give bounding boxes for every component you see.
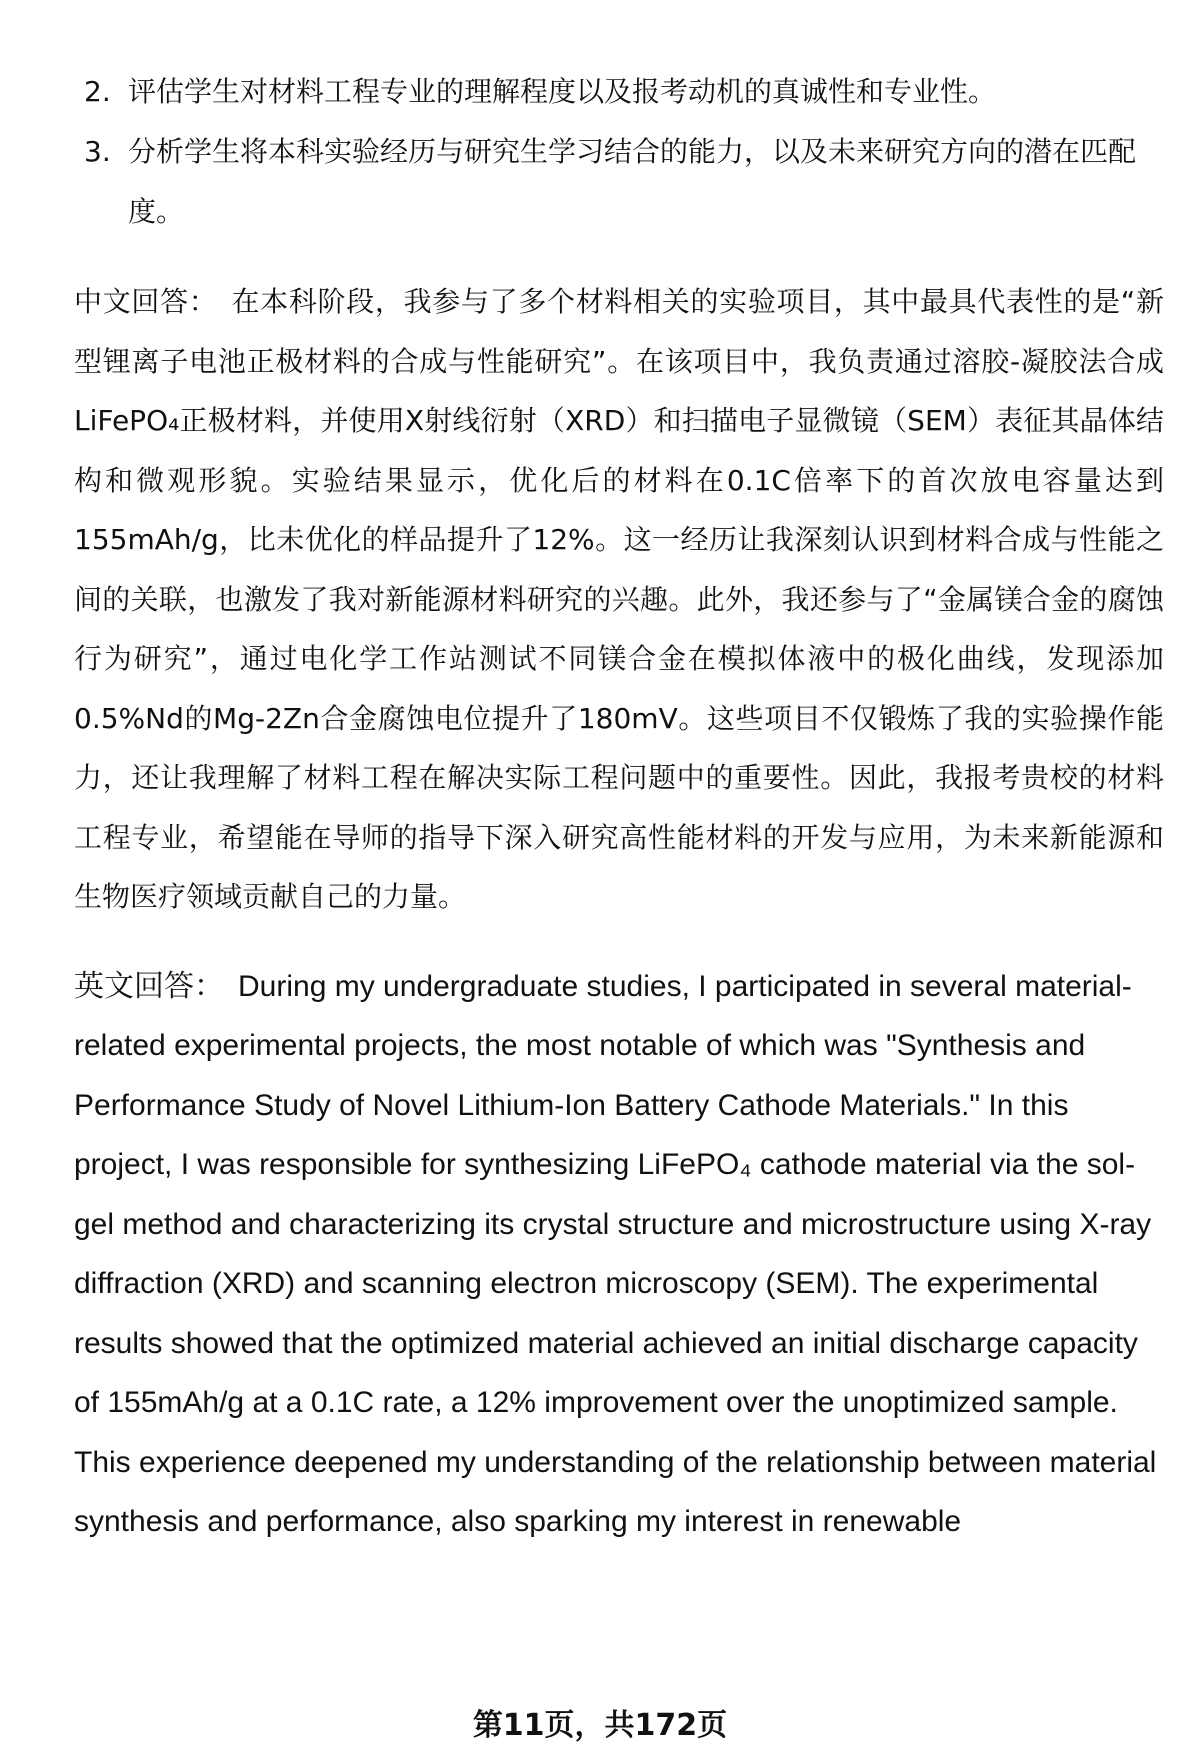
page-content — [74, 62, 1164, 1552]
list-item — [74, 122, 1164, 242]
chinese-answer-label: 中文回答： — [74, 285, 218, 318]
english-answer-text: During my undergraduate studies, I participated in several material-related experimental projects, the most notable of which was "Synthesis and Performance Study of Novel Lithium-Ion Battery Cathode Materials." In this project, I was responsible for synthesizing LiFePO₄ cathode material via the sol-gel method and characterizing its crystal structure and microstructure using X-ray diffraction (XRD) and scanning electron microscopy (SEM). The experimental results showed that the optimized material achieved an initial discharge capacity of 155mAh/g at a 0.1C rate, a 12% improvement over the unoptimized sample. This experience deepened my understanding of the relationship between material synthesis and performance, also sparking my interest in renewable — [74, 969, 1157, 1538]
list-item-number: 3. — [84, 135, 111, 168]
english-answer-label: 英文回答： — [74, 969, 224, 1003]
chinese-answer-paragraph — [74, 272, 1164, 927]
list-item — [74, 62, 1164, 122]
list-item-number: 2. — [84, 75, 111, 108]
english-answer-paragraph — [74, 957, 1164, 1552]
page-number: 第11页，共172页 — [472, 1708, 728, 1743]
list-item-text: 分析学生将本科实验经历与研究生学习结合的能力，以及未来研究方向的潜在匹配度。 — [128, 135, 1137, 228]
chinese-answer-text: 在本科阶段，我参与了多个材料相关的实验项目，其中最具代表性的是“新型锂离子电池正极材料的合成与性能研究”。在该项目中，我负责通过溶胶-凝胶法合成LiFePO₄正极材料，并使用X射线衍射（XRD）和扫描电子显微镜（SEM）表征其晶体结构和微观形貌。实验结果显示，优化后的材料在0.1C倍率下的首次放电容量达到155mAh/g，比未优化的样品提升了12%。这一经历让我深刻认识到材料合成与性能之间的关联，也激发了我对新能源材料研究的兴趣。此外，我还参与了“金属镁合金的腐蚀行为研究”，通过电化学工作站测试不同镁合金在模拟体液中的极化曲线，发现添加0.5%Nd的Mg-2Zn合金腐蚀电位提升了180mV。这些项目不仅锻炼了我的实验操作能力，还让我理解了材料工程在解决实际工程问题中的重要性。因此，我报考贵校的材料工程专业，希望能在导师的指导下深入研究高性能材料的开发与应用，为未来新能源和生物医疗领域贡献自己的力量。 — [74, 285, 1164, 913]
criteria-list — [74, 62, 1164, 242]
list-item-text: 评估学生对材料工程专业的理解程度以及报考动机的真诚性和专业性。 — [128, 75, 997, 108]
